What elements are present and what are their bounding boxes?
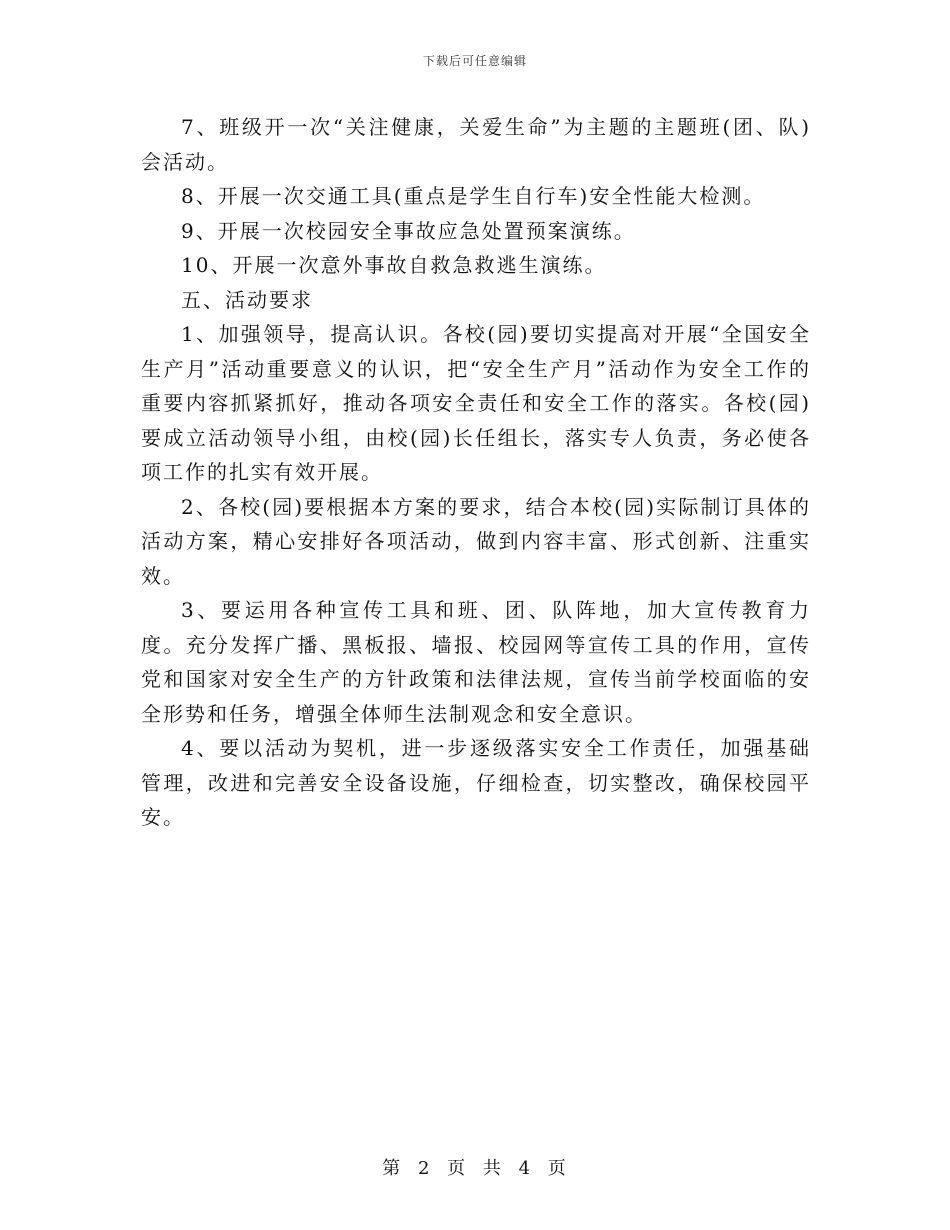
- footer-current-page: 2: [417, 1158, 432, 1179]
- page-header-note: 下载后可任意编辑: [422, 54, 527, 68]
- document-body: [141, 110, 811, 835]
- footer-total-pages: 4: [518, 1158, 533, 1179]
- paragraph-item-10: 10、开展一次意外事故自救急救逃生演练。: [181, 253, 607, 277]
- paragraph-item-9: 9、开展一次校园安全事故应急处置预案演练。: [181, 218, 636, 243]
- footer-page-word: 页: [447, 1158, 468, 1179]
- paragraph-item-7: 7、班级开一次“关注健康，关爱生命”为主题的主题班(团、队)会活动。: [141, 115, 811, 174]
- footer-total-word: 共: [482, 1158, 503, 1179]
- requirement-paragraph-3: 3、要运用各种宣传工具和班、团、队阵地，加大宣传教育力度。充分发挥广播、黑板报、墙报、校园网等宣传工具的作用，宣传党和国家对安全生产的方针政策和法律法规，宣传当前学校面临的安全形势和任务，增强全体师生法制观念和安全意识。: [141, 598, 811, 726]
- footer-prefix: 第: [382, 1158, 403, 1179]
- section-heading-requirements: 五、活动要求: [181, 287, 313, 312]
- page-number-footer: [0, 1154, 950, 1180]
- paragraph-item-8: 8、开展一次交通工具(重点是学生自行车)安全性能大检测。: [181, 184, 766, 208]
- requirement-paragraph-2: 2、各校(园)要根据本方案的要求，结合本校(园)实际制订具体的活动方案，精心安排好各项活动，做到内容丰富、形式创新、注重实效。: [141, 494, 811, 588]
- requirement-paragraph-1: 1、加强领导，提高认识。各校(园)要切实提高对开展“全国安全生产月”活动重要意义的认识，把“安全生产月”活动作为安全工作的重要内容抓紧抓好，推动各项安全责任和安全工作的落实。各校(园)要成立活动领导小组，由校(园)长任组长，落实专人负责，务必使各项工作的扎实有效开展。: [141, 322, 811, 484]
- requirement-paragraph-4: 4、要以活动为契机，进一步逐级落实安全工作责任，加强基础管理，改进和完善安全设备设施，仔细检查，切实整改，确保校园平安。: [141, 736, 811, 829]
- footer-suffix: 页: [547, 1158, 568, 1179]
